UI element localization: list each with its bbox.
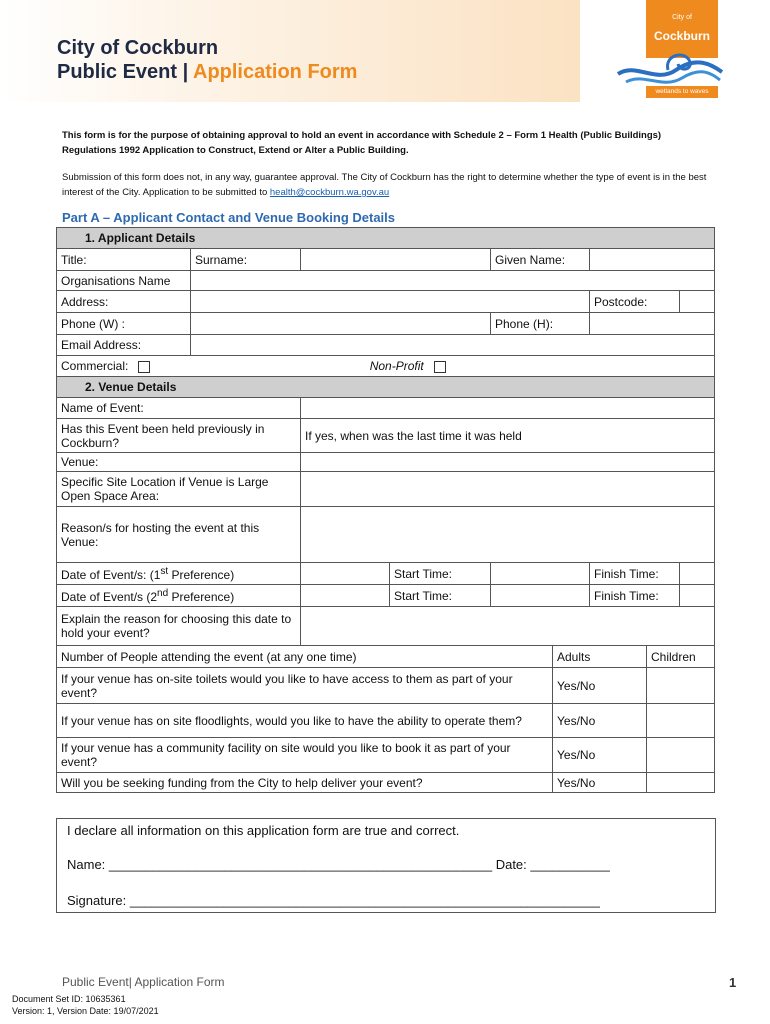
submission-text: Submission of this form does not, in any way, guarantee approval. The City of Cockburn has the right to determine whether the type of event is in the best interest of the City. Application to be submitted to [62, 172, 707, 198]
reasons-field[interactable] [301, 507, 715, 563]
specific-site-field[interactable] [301, 472, 715, 507]
given-name-field[interactable] [590, 249, 715, 271]
venue-label: Venue: [57, 453, 301, 472]
subtitle-accent: Application Form [193, 61, 358, 83]
logo-name: Cockburn [653, 29, 710, 43]
finish-time-field-2[interactable] [680, 585, 715, 607]
footer-title: Public Event| Application Form [62, 975, 225, 989]
phone-h-field[interactable] [590, 313, 715, 335]
intro-submission [62, 170, 712, 200]
surname-field[interactable] [301, 249, 491, 271]
section-applicant-details: 1. Applicant Details [57, 228, 715, 249]
document-set-id: Document Set ID: 10635361 [12, 994, 126, 1004]
funding-label: Will you be seeking funding from the City to help deliver your event? [57, 773, 553, 793]
email-label: Email Address: [57, 335, 191, 356]
declaration-signature[interactable]: Signature: _________________________________________________________________ [67, 893, 600, 908]
date-pref2-field[interactable] [301, 585, 390, 607]
explain-date-label: Explain the reason for choosing this date to hold your event? [57, 607, 301, 646]
page-subtitle [57, 61, 357, 84]
finish-time-label-2: Finish Time: [590, 585, 680, 607]
address-label: Address: [57, 291, 191, 313]
declaration-statement: I declare all information on this application form are true and correct. [67, 823, 460, 838]
toilets-label: If your venue has on-site toilets would you like to have access to them as part of your event? [57, 668, 553, 704]
application-form-table [56, 227, 715, 793]
intro-purpose: This form is for the purpose of obtaining approval to hold an event in accordance with Schedule 2 – Form 1 Health (Public Buildings) Regulations 1992 Application to Construct, Extend or Alter a Public Building. [62, 130, 662, 156]
declaration-name-date[interactable]: Name: _____________________________________________________ Date: ___________ [67, 857, 610, 872]
toilets-blank [647, 668, 715, 704]
logo-tagline: wetlands to waves [646, 86, 718, 98]
start-time-field-1[interactable] [491, 563, 590, 585]
commercial-label: Commercial: [61, 359, 129, 373]
facility-yes-no[interactable]: Yes/No [553, 738, 647, 773]
page-number: 1 [729, 975, 737, 990]
given-name-label: Given Name: [491, 249, 590, 271]
organisation-label: Organisations Name [57, 271, 191, 291]
date-pref2-label: Date of Event/s (2nd Preference) [57, 585, 301, 607]
section-venue-details: 2. Venue Details [57, 377, 715, 398]
event-name-label: Name of Event: [57, 398, 301, 419]
reasons-label: Reason/s for hosting the event at this Venue: [57, 507, 301, 563]
organisation-field[interactable] [191, 271, 715, 291]
phone-h-label: Phone (H): [491, 313, 590, 335]
part-a-heading: Part A – Applicant Contact and Venue Booking Details [62, 210, 395, 225]
postcode-label: Postcode: [590, 291, 680, 313]
venue-field[interactable] [301, 453, 715, 472]
date-pref1-field[interactable] [301, 563, 390, 585]
declaration-box [56, 818, 716, 913]
finish-time-field-1[interactable] [680, 563, 715, 585]
surname-label: Surname: [191, 249, 301, 271]
facility-blank [647, 738, 715, 773]
start-time-label-1: Start Time: [390, 563, 491, 585]
wave-logo-icon [616, 44, 724, 88]
commercial-row [57, 356, 715, 377]
explain-date-field[interactable] [301, 607, 715, 646]
event-name-field[interactable] [301, 398, 715, 419]
email-field[interactable] [191, 335, 715, 356]
start-time-label-2: Start Time: [390, 585, 491, 607]
postcode-field[interactable] [680, 291, 715, 313]
title-label: Title: [57, 249, 191, 271]
people-label: Number of People attending the event (at any one time) [57, 646, 553, 668]
facility-label: If your venue has a community facility on site would you like to book it as part of your event? [57, 738, 553, 773]
held-previously-label: Has this Event been held previously in Cockburn? [57, 419, 301, 453]
specific-site-label: Specific Site Location if Venue is Large Open Space Area: [57, 472, 301, 507]
toilets-yes-no[interactable]: Yes/No [553, 668, 647, 704]
logo-city-of: City of [672, 14, 692, 21]
floodlights-yes-no[interactable]: Yes/No [553, 704, 647, 738]
phone-w-label: Phone (W) : [57, 313, 191, 335]
floodlights-label: If your venue has on site floodlights, would you like to have the ability to operate them? [57, 704, 553, 738]
nonprofit-label: Non-Profit [369, 359, 424, 373]
floodlights-blank [647, 704, 715, 738]
date-pref1-label: Date of Event/s: (1st Preference) [57, 563, 301, 585]
page-title: City of Cockburn [57, 37, 219, 59]
last-time-label: If yes, when was the last time it was held [301, 419, 715, 453]
commercial-checkbox[interactable] [138, 361, 150, 373]
phone-w-field[interactable] [191, 313, 491, 335]
address-field[interactable] [191, 291, 590, 313]
subtitle-prefix: Public Event | [57, 61, 193, 83]
email-link[interactable]: health@cockburn.wa.gov.au [269, 187, 390, 198]
funding-yes-no[interactable]: Yes/No [553, 773, 647, 793]
finish-time-label-1: Finish Time: [590, 563, 680, 585]
adults-label: Adults [553, 646, 647, 668]
version-info: Version: 1, Version Date: 19/07/2021 [12, 1006, 159, 1016]
children-label: Children [647, 646, 715, 668]
start-time-field-2[interactable] [491, 585, 590, 607]
nonprofit-checkbox[interactable] [434, 361, 446, 373]
funding-blank [647, 773, 715, 793]
